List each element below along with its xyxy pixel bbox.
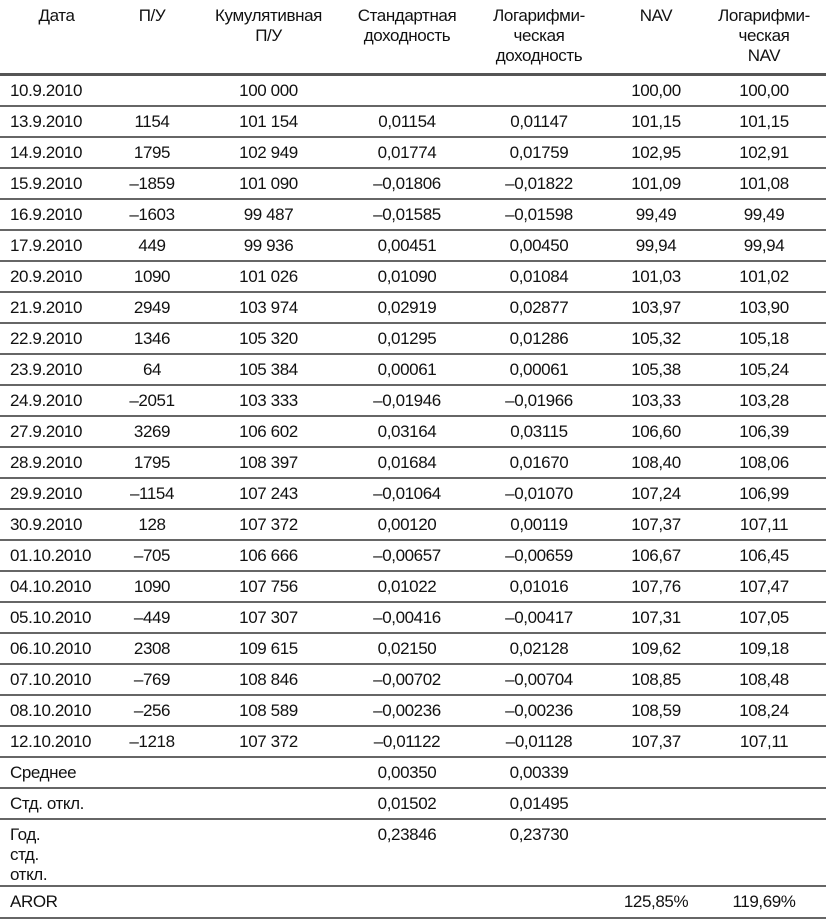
cell-cumulative-pnl: 101 154 (191, 106, 346, 137)
cell-pnl: 64 (113, 354, 191, 385)
table-row (0, 540, 826, 571)
cell-pnl: 2308 (113, 633, 191, 664)
cell-date: 14.9.2010 (0, 137, 113, 168)
cell-nav: 102,95 (610, 137, 702, 168)
cell-date: 10.9.2010 (0, 75, 113, 107)
cell-log-return: –0,01070 (468, 478, 610, 509)
cell-standard-return: 0,23846 (346, 819, 468, 886)
cell-log-nav: 101,15 (702, 106, 826, 137)
cell-date: AROR (0, 886, 113, 918)
cell-cumulative-pnl: 102 949 (191, 137, 346, 168)
cell-nav (610, 788, 702, 819)
cell-date: 17.9.2010 (0, 230, 113, 261)
cell-standard-return: –0,00416 (346, 602, 468, 633)
cell-cumulative-pnl: 99 936 (191, 230, 346, 261)
cell-log-return: 0,00339 (468, 757, 610, 788)
summary-row (0, 757, 826, 788)
table-row (0, 354, 826, 385)
cell-log-nav: 100,00 (702, 75, 826, 107)
table-row (0, 106, 826, 137)
cell-standard-return: 0,03164 (346, 416, 468, 447)
table-row (0, 168, 826, 199)
cell-nav: 105,38 (610, 354, 702, 385)
cell-log-return: –0,00417 (468, 602, 610, 633)
cell-date: 08.10.2010 (0, 695, 113, 726)
cell-pnl: –2051 (113, 385, 191, 416)
cell-pnl: –256 (113, 695, 191, 726)
cell-pnl: 128 (113, 509, 191, 540)
column-header-log-nav (702, 0, 826, 75)
cell-log-return: 0,00450 (468, 230, 610, 261)
cell-cumulative-pnl: 106 666 (191, 540, 346, 571)
cell-date: Среднее (0, 757, 113, 788)
cell-log-nav: 107,47 (702, 571, 826, 602)
cell-nav: 107,76 (610, 571, 702, 602)
cell-standard-return: 0,02150 (346, 633, 468, 664)
header-text-line: Логарифми- (493, 6, 585, 25)
header-row (0, 0, 826, 75)
cell-nav: 107,24 (610, 478, 702, 509)
header-text-line: доходность (495, 46, 583, 65)
table-row (0, 75, 826, 107)
cell-date: 15.9.2010 (0, 168, 113, 199)
header-text-line: ческая (738, 26, 790, 45)
cell-date: 05.10.2010 (0, 602, 113, 633)
cell-date: 30.9.2010 (0, 509, 113, 540)
cell-log-nav (702, 757, 826, 788)
cell-cumulative-pnl: 108 397 (191, 447, 346, 478)
cell-cumulative-pnl: 107 307 (191, 602, 346, 633)
cell-nav: 105,32 (610, 323, 702, 354)
table-row (0, 137, 826, 168)
cell-date: 13.9.2010 (0, 106, 113, 137)
cell-log-nav: 102,91 (702, 137, 826, 168)
cell-nav: 106,60 (610, 416, 702, 447)
cell-nav: 125,85% (610, 886, 702, 918)
header-text-line: Дата (38, 6, 75, 25)
cell-pnl: 1346 (113, 323, 191, 354)
header-text-line: Логарифми- (718, 6, 810, 25)
cell-pnl: –769 (113, 664, 191, 695)
cell-pnl: –1154 (113, 478, 191, 509)
cell-log-nav: 106,39 (702, 416, 826, 447)
cell-standard-return: 0,01090 (346, 261, 468, 292)
column-header-standard-return (346, 0, 468, 75)
cell-standard-return: –0,01946 (346, 385, 468, 416)
cell-cumulative-pnl: 108 846 (191, 664, 346, 695)
table-row (0, 602, 826, 633)
cell-standard-return: –0,00657 (346, 540, 468, 571)
cell-date: 01.10.2010 (0, 540, 113, 571)
cell-date: 12.10.2010 (0, 726, 113, 757)
cell-standard-return: –0,00236 (346, 695, 468, 726)
cell-log-return: 0,02877 (468, 292, 610, 323)
cell-nav: 107,37 (610, 726, 702, 757)
cell-date: Год. стд. откл. (0, 819, 113, 886)
cell-cumulative-pnl: 107 756 (191, 571, 346, 602)
cell-log-nav: 107,11 (702, 509, 826, 540)
cell-date: 29.9.2010 (0, 478, 113, 509)
cell-log-nav: 106,45 (702, 540, 826, 571)
cell-cumulative-pnl: 106 602 (191, 416, 346, 447)
cell-log-return: 0,01759 (468, 137, 610, 168)
table-row (0, 509, 826, 540)
cell-log-nav: 108,48 (702, 664, 826, 695)
cell-standard-return: 0,00350 (346, 757, 468, 788)
cell-nav: 108,85 (610, 664, 702, 695)
cell-standard-return: –0,00702 (346, 664, 468, 695)
cell-standard-return: 0,01022 (346, 571, 468, 602)
cell-date: 20.9.2010 (0, 261, 113, 292)
cell-pnl (113, 819, 191, 886)
cell-nav (610, 819, 702, 886)
header-text-line: NAV (747, 46, 781, 65)
cell-log-return: 0,01670 (468, 447, 610, 478)
cell-log-nav: 108,24 (702, 695, 826, 726)
cell-cumulative-pnl: 105 384 (191, 354, 346, 385)
cell-date: 16.9.2010 (0, 199, 113, 230)
cell-standard-return (346, 886, 468, 918)
cell-nav: 101,09 (610, 168, 702, 199)
cell-log-nav: 101,08 (702, 168, 826, 199)
header-text-line: П/У (255, 26, 282, 45)
table-row (0, 292, 826, 323)
cell-cumulative-pnl: 107 372 (191, 726, 346, 757)
table-row (0, 416, 826, 447)
cell-nav: 100,00 (610, 75, 702, 107)
cell-cumulative-pnl: 108 589 (191, 695, 346, 726)
cell-log-return: 0,00061 (468, 354, 610, 385)
column-header-date (0, 0, 113, 75)
cell-cumulative-pnl: 99 487 (191, 199, 346, 230)
column-header-pnl (113, 0, 191, 75)
cell-nav: 109,62 (610, 633, 702, 664)
cell-standard-return: 0,00120 (346, 509, 468, 540)
cell-cumulative-pnl: 107 372 (191, 509, 346, 540)
column-header-cumulative-pnl (191, 0, 346, 75)
cell-standard-return: 0,01154 (346, 106, 468, 137)
cell-log-nav: 109,18 (702, 633, 826, 664)
cell-standard-return: 0,01684 (346, 447, 468, 478)
header-text-line: ческая (513, 26, 565, 45)
cell-pnl: 449 (113, 230, 191, 261)
cell-pnl: 1090 (113, 571, 191, 602)
cell-pnl: 1154 (113, 106, 191, 137)
cell-cumulative-pnl (191, 757, 346, 788)
cell-log-nav (702, 788, 826, 819)
cell-pnl (113, 75, 191, 107)
cell-pnl: –1218 (113, 726, 191, 757)
table-row (0, 478, 826, 509)
cell-pnl (113, 788, 191, 819)
cell-nav: 101,15 (610, 106, 702, 137)
cell-nav: 103,33 (610, 385, 702, 416)
table-row (0, 571, 826, 602)
cell-date: 23.9.2010 (0, 354, 113, 385)
summary-row (0, 788, 826, 819)
cell-log-return: –0,01966 (468, 385, 610, 416)
cell-pnl (113, 886, 191, 918)
cell-cumulative-pnl: 105 320 (191, 323, 346, 354)
cell-date: 07.10.2010 (0, 664, 113, 695)
cell-log-nav: 107,11 (702, 726, 826, 757)
cell-pnl: –449 (113, 602, 191, 633)
cell-date: Стд. откл. (0, 788, 113, 819)
cell-nav: 103,97 (610, 292, 702, 323)
cell-date: 28.9.2010 (0, 447, 113, 478)
table-row (0, 323, 826, 354)
table-row (0, 726, 826, 757)
column-header-log-return (468, 0, 610, 75)
table-row (0, 695, 826, 726)
cell-cumulative-pnl (191, 788, 346, 819)
cell-standard-return: –0,01064 (346, 478, 468, 509)
cell-log-return: –0,00236 (468, 695, 610, 726)
column-header-nav (610, 0, 702, 75)
cell-nav: 108,59 (610, 695, 702, 726)
cell-standard-return: 0,00061 (346, 354, 468, 385)
cell-log-nav: 108,06 (702, 447, 826, 478)
cell-nav: 99,94 (610, 230, 702, 261)
cell-pnl: –1859 (113, 168, 191, 199)
cell-log-nav: 103,90 (702, 292, 826, 323)
cell-cumulative-pnl: 100 000 (191, 75, 346, 107)
cell-standard-return: 0,01502 (346, 788, 468, 819)
cell-nav: 106,67 (610, 540, 702, 571)
cell-log-return: 0,02128 (468, 633, 610, 664)
cell-log-nav: 106,99 (702, 478, 826, 509)
cell-standard-return (346, 75, 468, 107)
header-text-line: Кумулятивная (215, 6, 322, 25)
cell-nav: 108,40 (610, 447, 702, 478)
table-row (0, 385, 826, 416)
cell-log-return: –0,01598 (468, 199, 610, 230)
cell-cumulative-pnl: 101 090 (191, 168, 346, 199)
cell-log-return: –0,00659 (468, 540, 610, 571)
cell-date: 22.9.2010 (0, 323, 113, 354)
cell-log-return: –0,01822 (468, 168, 610, 199)
cell-log-nav: 105,18 (702, 323, 826, 354)
cell-log-return: 0,00119 (468, 509, 610, 540)
cell-log-return (468, 75, 610, 107)
cell-standard-return: –0,01585 (346, 199, 468, 230)
cell-log-nav (702, 819, 826, 886)
cell-log-return: 0,23730 (468, 819, 610, 886)
cell-log-return: –0,01128 (468, 726, 610, 757)
cell-standard-return: 0,02919 (346, 292, 468, 323)
cell-log-return: –0,00704 (468, 664, 610, 695)
cell-date: 21.9.2010 (0, 292, 113, 323)
cell-cumulative-pnl: 103 974 (191, 292, 346, 323)
header-text-line: NAV (639, 6, 673, 25)
cell-pnl: –705 (113, 540, 191, 571)
cell-standard-return: 0,00451 (346, 230, 468, 261)
cell-date: 24.9.2010 (0, 385, 113, 416)
cell-pnl: 1090 (113, 261, 191, 292)
summary-row (0, 819, 826, 886)
table-row (0, 230, 826, 261)
cell-log-return (468, 886, 610, 918)
cell-cumulative-pnl (191, 819, 346, 886)
cell-log-nav: 103,28 (702, 385, 826, 416)
cell-log-return: 0,01016 (468, 571, 610, 602)
table-row (0, 199, 826, 230)
cell-log-return: 0,01286 (468, 323, 610, 354)
cell-log-nav: 107,05 (702, 602, 826, 633)
cell-pnl: –1603 (113, 199, 191, 230)
cell-pnl: 1795 (113, 137, 191, 168)
cell-log-nav: 99,49 (702, 199, 826, 230)
table-row (0, 664, 826, 695)
cell-log-return: 0,01147 (468, 106, 610, 137)
summary-row (0, 886, 826, 918)
cell-pnl: 2949 (113, 292, 191, 323)
cell-nav (610, 757, 702, 788)
cell-pnl (113, 757, 191, 788)
cell-log-return: 0,03115 (468, 416, 610, 447)
cell-log-nav: 105,24 (702, 354, 826, 385)
table-row (0, 261, 826, 292)
cell-pnl: 3269 (113, 416, 191, 447)
cell-date: 27.9.2010 (0, 416, 113, 447)
cell-nav: 107,37 (610, 509, 702, 540)
cell-date: 06.10.2010 (0, 633, 113, 664)
cell-standard-return: 0,01774 (346, 137, 468, 168)
cell-log-nav: 99,94 (702, 230, 826, 261)
cell-standard-return: –0,01122 (346, 726, 468, 757)
cell-cumulative-pnl: 107 243 (191, 478, 346, 509)
cell-nav: 107,31 (610, 602, 702, 633)
header-text-line: доходность (363, 26, 451, 45)
cell-cumulative-pnl: 103 333 (191, 385, 346, 416)
cell-date: 04.10.2010 (0, 571, 113, 602)
cell-nav: 101,03 (610, 261, 702, 292)
cell-log-nav: 101,02 (702, 261, 826, 292)
cell-cumulative-pnl (191, 886, 346, 918)
cell-log-return: 0,01495 (468, 788, 610, 819)
cell-log-return: 0,01084 (468, 261, 610, 292)
cell-standard-return: 0,01295 (346, 323, 468, 354)
cell-nav: 99,49 (610, 199, 702, 230)
cell-cumulative-pnl: 101 026 (191, 261, 346, 292)
header-text-line: Стандартная (357, 6, 457, 25)
table-row (0, 633, 826, 664)
table-row (0, 447, 826, 478)
cell-cumulative-pnl: 109 615 (191, 633, 346, 664)
cell-log-nav: 119,69% (702, 886, 826, 918)
cell-standard-return: –0,01806 (346, 168, 468, 199)
header-text-line: П/У (138, 6, 166, 25)
cell-pnl: 1795 (113, 447, 191, 478)
